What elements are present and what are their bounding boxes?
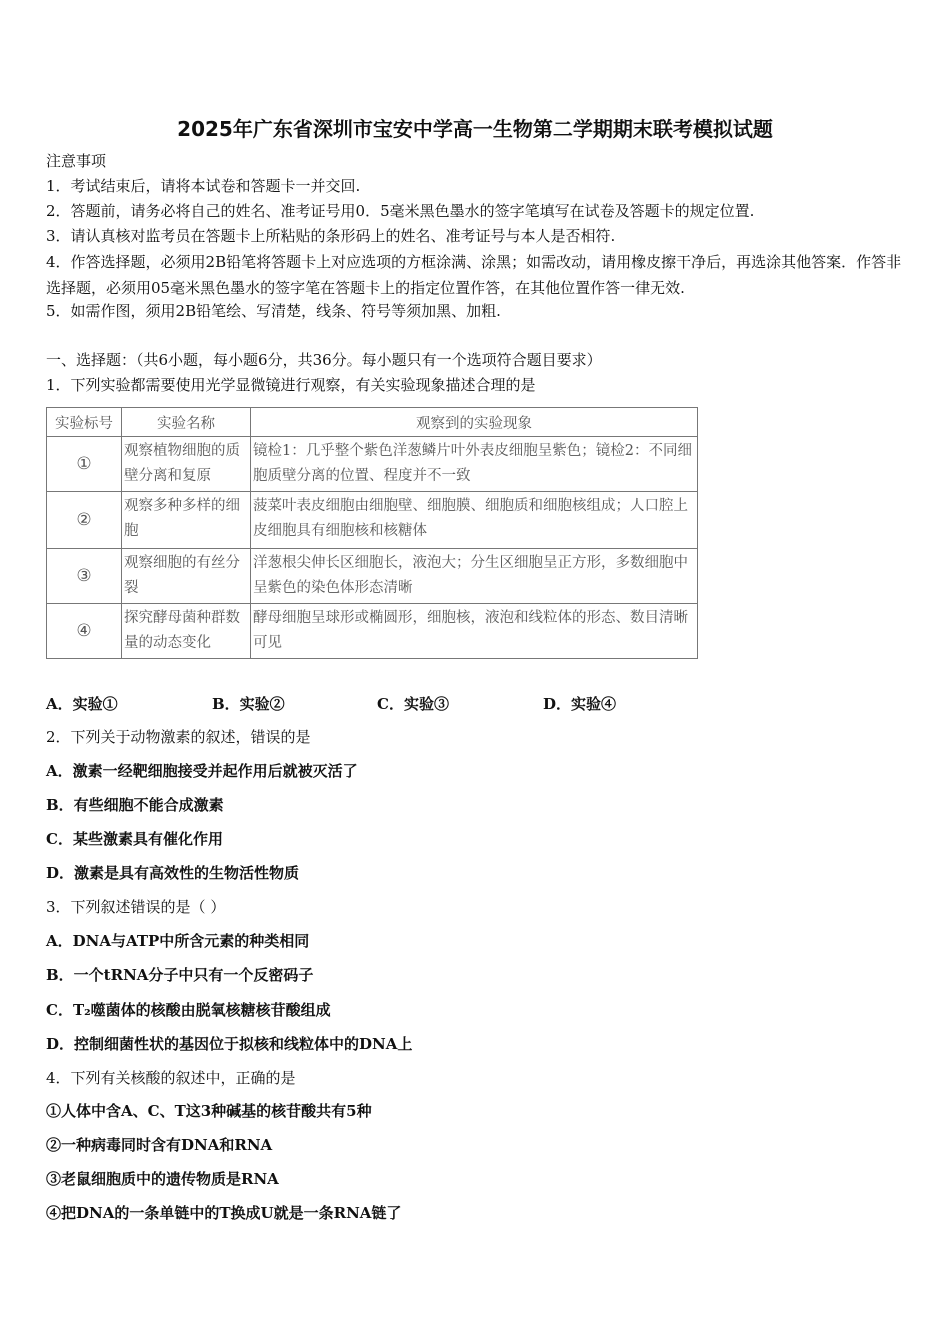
table-header: 实验名称	[122, 408, 251, 437]
table-row	[47, 604, 698, 659]
table-row	[47, 437, 698, 492]
q4-item: ③老鼠细胞质中的遗传物质是RNA	[46, 1170, 279, 1188]
table-cell-phenomenon: 镜检1：几乎整个紫色洋葱鳞片叶外表皮细胞呈紫色；镜检2：不同细胞质壁分离的位置、程度并不一致	[251, 437, 698, 492]
table-cell-phenomenon: 酵母细胞呈球形或椭圆形，细胞核，液泡和线粒体的形态、数目清晰可见	[251, 604, 698, 659]
q1-option-d: D．实验④	[543, 695, 617, 713]
table-cell-id: ④	[47, 604, 122, 659]
table-cell-name: 探究酵母菌种群数量的动态变化	[122, 604, 251, 659]
table-header: 实验标号	[47, 408, 122, 437]
q2-option-b: B．有些细胞不能合成激素	[46, 796, 224, 814]
table-row	[47, 492, 698, 549]
table-cell-id: ③	[47, 549, 122, 604]
table-cell-name: 观察多种多样的细胞	[122, 492, 251, 549]
q2-option-a: A．激素一经靶细胞接受并起作用后就被灭活了	[46, 762, 358, 780]
table-cell-phenomenon: 菠菜叶表皮细胞由细胞壁、细胞膜、细胞质和细胞核组成；人口腔上皮细胞具有细胞核和核糖体	[251, 492, 698, 549]
table-cell-name: 观察细胞的有丝分裂	[122, 549, 251, 604]
q4-item: ④把DNA的一条单链中的T换成U就是一条RNA链了	[46, 1204, 402, 1222]
table-cell-id: ②	[47, 492, 122, 549]
experiment-table	[46, 407, 698, 659]
notice-item: 5．如需作图，须用2B铅笔绘、写清楚，线条、符号等须加黑、加粗.	[46, 302, 501, 320]
notice-item: 3．请认真核对监考员在答题卡上所粘贴的条形码上的姓名、准考证号与本人是否相符.	[46, 227, 616, 245]
section-heading: 一、选择题：（共6小题，每小题6分，共36分。每小题只有一个选项符合题目要求）	[46, 351, 602, 369]
q4-item: ②一种病毒同时含有DNA和RNA	[46, 1136, 273, 1154]
q4-stem: 4．下列有关核酸的叙述中，正确的是	[46, 1069, 296, 1087]
q3-option-b: B．一个tRNA分子中只有一个反密码子	[46, 966, 314, 984]
table-cell-id: ①	[47, 437, 122, 492]
q1-option-b: B．实验②	[212, 695, 285, 713]
q3-option-d: D．控制细菌性状的基因位于拟核和线粒体中的DNA上	[46, 1035, 413, 1053]
q3-option-a: A．DNA与ATP中所含元素的种类相同	[46, 932, 310, 950]
q4-item: ①人体中含A、C、T这3种碱基的核苷酸共有5种	[46, 1102, 372, 1120]
notice-heading: 注意事项	[46, 152, 107, 170]
q1-option-a: A．实验①	[46, 695, 118, 713]
q3-stem: 3．下列叙述错误的是（ ）	[46, 898, 226, 916]
page-title: 2025年广东省深圳市宝安中学高一生物第二学期期末联考模拟试题	[177, 117, 773, 141]
notice-item: 1．考试结束后，请将本试卷和答题卡一并交回.	[46, 177, 361, 195]
table-header: 观察到的实验现象	[251, 408, 698, 437]
q2-option-c: C．某些激素具有催化作用	[46, 830, 223, 848]
table-header-row	[47, 408, 698, 437]
q1-stem: 1．下列实验都需要使用光学显微镜进行观察，有关实验现象描述合理的是	[46, 376, 536, 394]
q2-stem: 2．下列关于动物激素的叙述，错误的是	[46, 728, 311, 746]
q3-option-c: C．T₂噬菌体的核酸由脱氧核糖核苷酸组成	[46, 1001, 331, 1019]
notice-item: 2．答题前，请务必将自己的姓名、准考证号用0．5毫米黑色墨水的签字笔填写在试卷及答题卡的规定位置.	[46, 202, 755, 220]
notice-item: 4．作答选择题，必须用2B铅笔将答题卡上对应选项的方框涂满、涂黑；如需改动，请用橡皮擦干净后，再选涂其他答案．作答非选择题，必须用05毫米黑色墨水的签字笔在答题卡上的指定位置作答，在其他位置作答一律无效.	[46, 253, 902, 297]
table-row	[47, 549, 698, 604]
table-cell-phenomenon: 洋葱根尖伸长区细胞长，液泡大；分生区细胞呈正方形，多数细胞中呈紫色的染色体形态清晰	[251, 549, 698, 604]
q2-option-d: D．激素是具有高效性的生物活性物质	[46, 864, 300, 882]
table-cell-name: 观察植物细胞的质壁分离和复原	[122, 437, 251, 492]
q1-option-c: C．实验③	[377, 695, 449, 713]
